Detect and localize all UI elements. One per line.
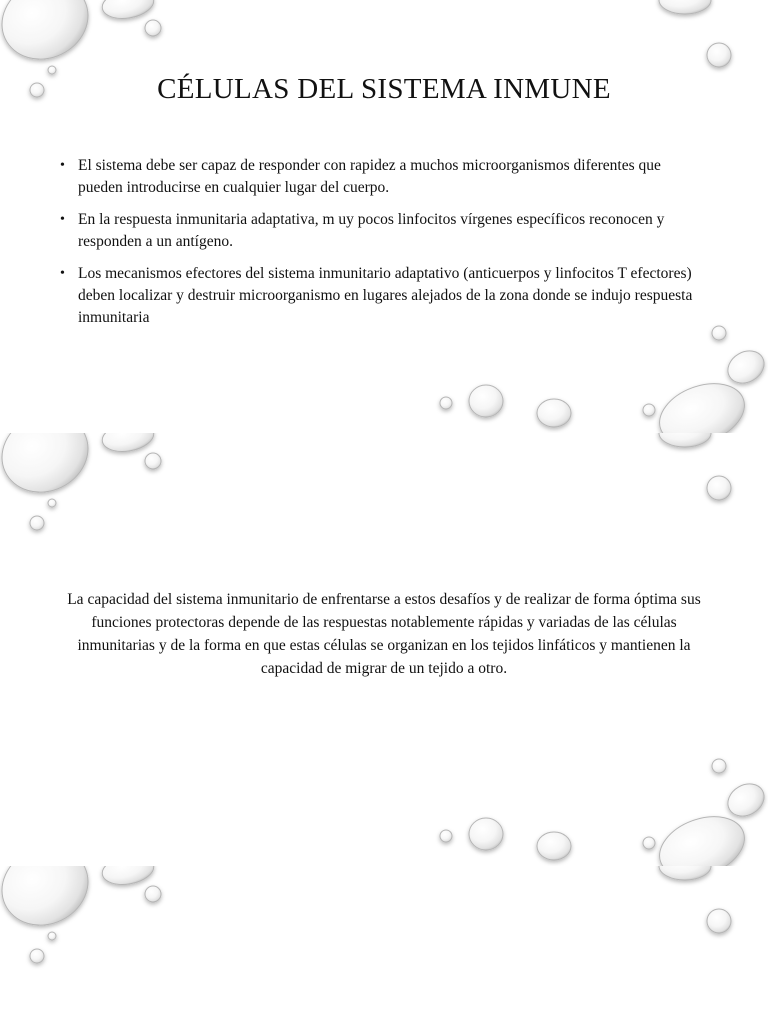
- bullet-icon: •: [60, 266, 65, 281]
- bullet-text: En la respuesta inmunitaria adaptativa, m uy pocos linfocitos vírgenes específicos reconocen y responden a un antígeno.: [78, 211, 665, 250]
- list-item: [58, 263, 698, 329]
- slide-3: [0, 866, 768, 1024]
- water-droplets-icon: [0, 866, 768, 1024]
- bullet-text: El sistema debe ser capaz de responder con rapidez a muchos microorganismos diferentes que pueden introducirse en cualquier lugar del cuerpo.: [78, 157, 661, 196]
- slide-title: CÉLULAS DEL SISTEMA INMUNE: [157, 73, 611, 105]
- slide-2: [0, 433, 768, 866]
- bullet-icon: •: [60, 158, 65, 173]
- body-paragraph: La capacidad del sistema inmunitario de enfrentarse a estos desafíos y de realizar de forma óptima sus funciones protectoras depende de las respuestas notablemente rápidas y variadas de las células inmunitarias y de la forma en que estas células se organizan en los tejidos linfáticos y mantienen la capacidad de migrar de un tejido a otro.: [67, 591, 701, 677]
- bullet-list: [58, 155, 698, 339]
- list-item: [58, 209, 698, 253]
- bullet-text: Los mecanismos efectores del sistema inmunitario adaptativo (anticuerpos y linfocitos T efectores) deben localizar y destruir microorganismo en lugares alejados de la zona donde se indujo respuesta inmunitaria: [78, 265, 693, 326]
- slide-1: [0, 0, 768, 433]
- list-item: [58, 155, 698, 199]
- bullet-icon: •: [60, 212, 65, 227]
